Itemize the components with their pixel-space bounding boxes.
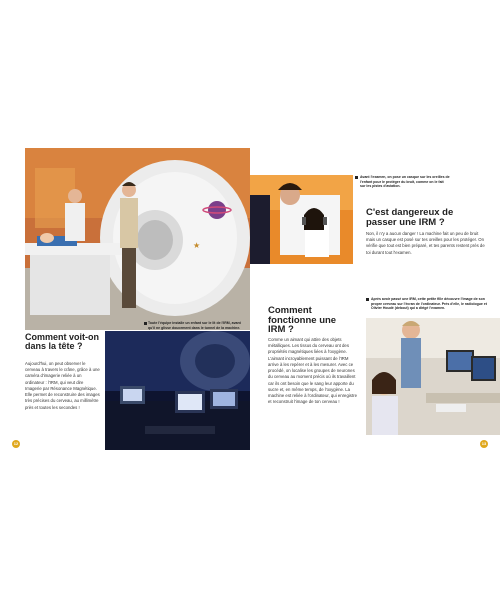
bottom-caption-marker [366, 298, 369, 301]
photo-caption-brain-screen: Après avoir passé une IRM, cette petite fille découvre l'image de son propre cerveau sur l'écran de l'ordinateur. Près d'elle, le radiologue et Olivier Houdé (debout) qui a dirigé l'examen. [371, 297, 487, 311]
child-headphones-illustration [250, 175, 353, 264]
section-body-danger: Non, il n'y a aucun danger ! La machine fait un peu de bruit mais un casque est posé sur tes oreilles pour les protéger. On vérifie que tout est bien préparé, et tes parents restent près de toi durant tout l'examen. [366, 231, 485, 255]
section-body-how-works: Comme un aimant qui attire des objets métalliques. Les tissus du cerveau ont des propriétés magnétiques liées à l'oxygène. L'aimant incroyablement puissant de l'IRM arrive à les repérer et à les mesurer. Avec ce procédé, on localise les groupes de neurones du cerveau au moment précis où ils travaillent car ils ont besoin que le sang leur apporte du sucre et, en même temps, de l'oxygène. La machine est reliée à l'ordinateur, qui enregistre et reconstruit l'image de ton cerveau ! [268, 337, 357, 405]
section-heading-danger: C'est dangereux de passer une IRM ? [366, 207, 454, 228]
child-headphones-photo [250, 175, 353, 264]
photo-caption-headphones: Avant l'examen, on pose un casque sur les oreilles de l'enfant pour le protéger du bruit, comme on le fait sur les pistes d'aviation. [360, 175, 450, 189]
control-room-illustration [105, 331, 250, 450]
mri-room-photo [25, 148, 250, 330]
photo-caption-mri: Toute l'équipe installe un enfant sur le lit de l'IRM, avant qu'il ne glisse doucement dans le tunnel de la machine. [148, 321, 241, 330]
mri-room-illustration [25, 148, 250, 330]
top-caption-marker [355, 176, 358, 179]
section-body-how-see: Aujourd'hui, on peut observer le cerveau à travers le crâne, grâce à une caméra d'imagerie reliée à un ordinateur : l'IRM, qui veut dire Imagerie par Résonance Magnétique. Elle permet de reconstruire des images très précises du cerveau, au millimètre près et toutes les secondes ! [25, 361, 100, 410]
page-number-right: 13 [481, 441, 487, 446]
book-spread [0, 148, 500, 450]
caption-marker [144, 322, 147, 325]
section-heading-how-works: Comment fonctionne une IRM ? [268, 305, 337, 335]
section-heading-how-see: Comment voit-on dans la tête ? [25, 332, 99, 351]
svg-text:★: ★ [193, 241, 201, 250]
computer-screen-illustration [366, 318, 500, 435]
control-room-photo [105, 331, 250, 450]
computer-screen-photo [366, 318, 500, 435]
page-number-left: 12 [13, 441, 19, 446]
